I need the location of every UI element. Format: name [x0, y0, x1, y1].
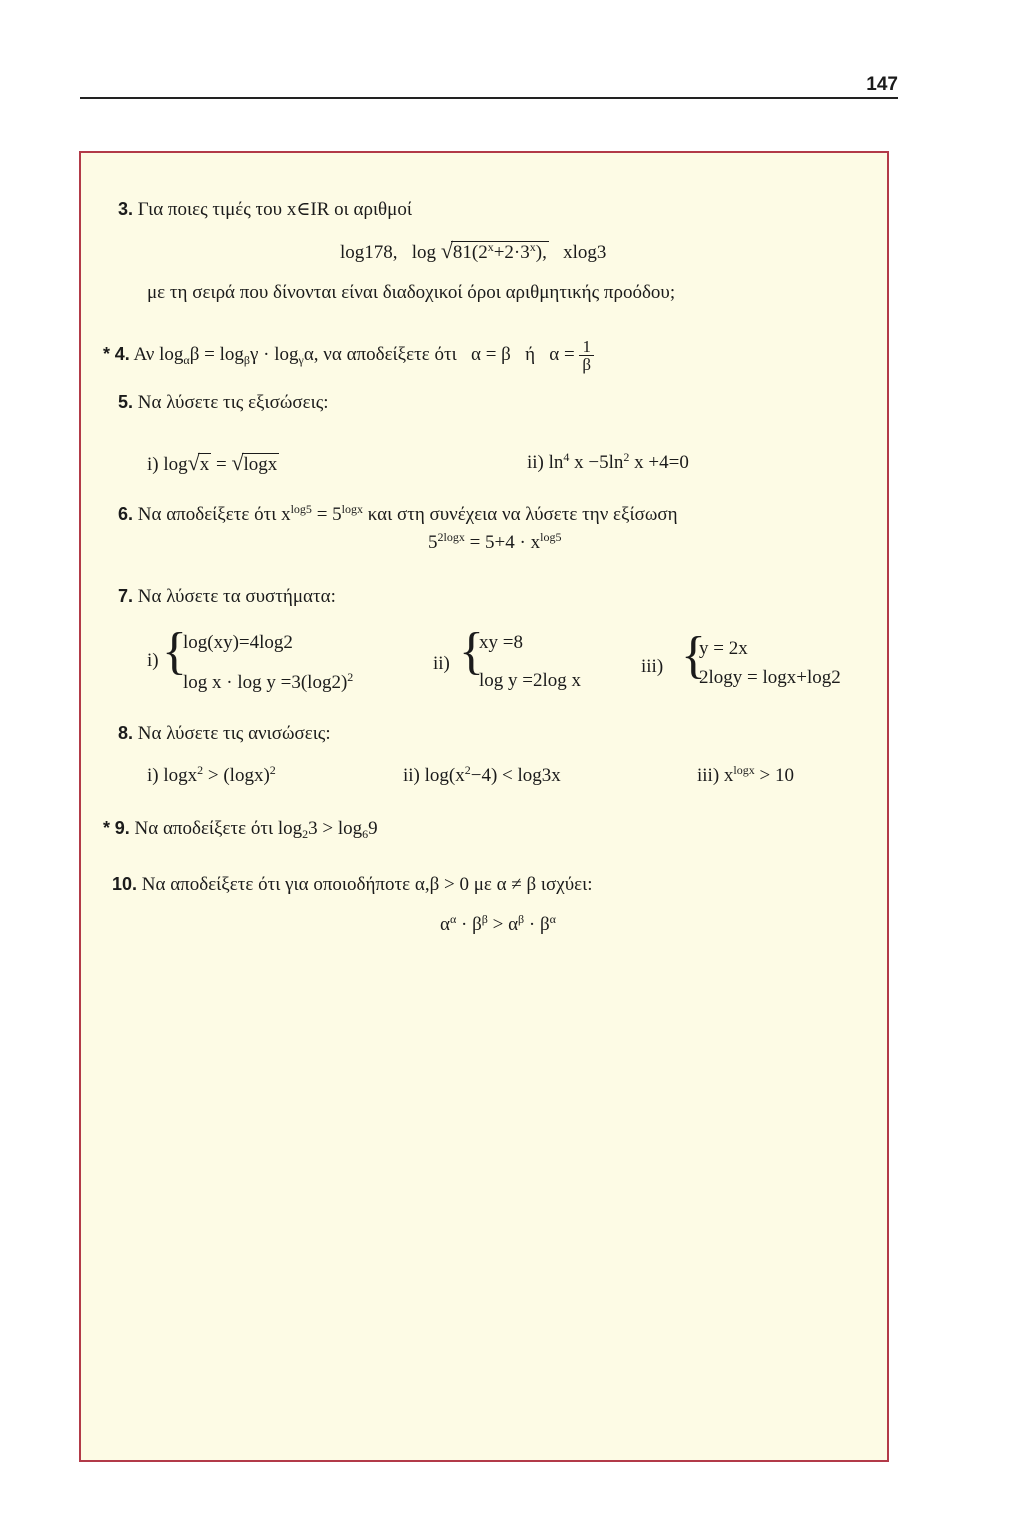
- sqrt-symbol: √: [440, 238, 453, 263]
- exercise-8-part-iii: iii) $x^{logx} > 10$: [697, 763, 794, 786]
- left-brace-icon: {: [459, 623, 484, 680]
- system-iii-label: iii): [641, 656, 664, 677]
- exercise-4-number: 4.: [114, 343, 130, 364]
- exercise-10-formula: $\alpha^\alpha \cdot \beta^\beta > \alpha^\beta \cdot \beta^\alpha$: [440, 912, 556, 935]
- exercise-7-title: 7. Να λύσετε τα συστήματα:: [118, 586, 336, 607]
- left-brace-icon: {: [162, 623, 187, 680]
- sqrt-symbol: √: [231, 450, 244, 475]
- page-number: 147: [866, 74, 898, 95]
- system-ii-label: ii): [433, 653, 450, 674]
- exercise-3-terms: [340, 238, 606, 264]
- exercise-9-number: 9.: [114, 818, 130, 838]
- exercise-6-line-2: $5^{2logx} = 5+4 \cdot x^{log5}$: [428, 530, 562, 553]
- exercise-8-part-i: i) $\log x^2 > (\log x)^2$: [147, 763, 276, 786]
- system-ii-equation-1: xy =8: [479, 632, 523, 653]
- system-iii-equation-1: y = 2x: [699, 638, 748, 659]
- term-1: log178,: [340, 242, 398, 263]
- exercise-9-star: *: [103, 818, 111, 838]
- exercise-8-title: 8. Να λύσετε τις ανισώσεις:: [118, 723, 331, 744]
- exercise-9: * 9. Να αποδείξετε ότι $\log_23 > \log_69$: [103, 818, 378, 841]
- exercise-4-star: *: [103, 343, 111, 364]
- system-iii-equation-2: 2logy = logx+log2: [699, 667, 841, 688]
- term-2: $\log √81(2^x+2\cdot 3^x)$,: [411, 238, 547, 263]
- exercise-4: * 4. Αν $\log_\alpha\beta = \log_\beta\gamma \cdot \log_\gamma\alpha$, να αποδείξετε ότι α = β ή α = $\frac{1}{\beta}$: [103, 338, 594, 373]
- exercise-5-number: 5.: [118, 392, 134, 412]
- exercise-10-number: 10.: [112, 874, 138, 894]
- exercise-10: 10. Να αποδείξετε ότι για οποιοδήποτε α,β > 0 με α ≠ β ισχύει:: [112, 874, 593, 895]
- exercise-5-part-ii: ii) $\ln^4 x -5\ln^2$ x +4=0: [527, 450, 689, 473]
- sqrt-symbol: √: [187, 450, 200, 475]
- system-ii-equation-2: log y =2log x: [479, 670, 582, 691]
- exercise-8-number: 8.: [118, 723, 134, 743]
- fraction-one-over-beta: $\frac{1}{\beta}$: [579, 338, 594, 373]
- left-brace-icon: {: [681, 627, 706, 684]
- system-i-equation-2: $\log x \cdot \log y =3(\log 2)^2$: [183, 670, 354, 693]
- exercise-8-part-ii: ii) $\log(x^2-4) < \log 3x$: [403, 763, 561, 786]
- exercise-5-title: 5. Να λύσετε τις εξισώσεις:: [118, 392, 329, 413]
- exercise-6-line-1: 6. Να αποδείξετε ότι $x^{log5} = 5^{logx}$ και στη συνέχεια να λύσετε την εξίσωση: [118, 502, 678, 525]
- exercise-3-intro: [118, 198, 412, 221]
- exercise-3-intro-text: Για ποιες τιμές του x∈IR οι αριθμοί: [137, 199, 412, 220]
- exercise-6-number: 6.: [118, 504, 134, 524]
- exercise-5-part-i: i) log√x = √logx: [147, 450, 278, 475]
- system-i-label: i): [147, 650, 159, 671]
- exercise-3-number: 3.: [118, 199, 134, 219]
- radicand: $81(2^x+2\cdot 3^x)$,: [452, 240, 547, 263]
- header-rule: [80, 97, 898, 99]
- exercise-3-question: με τη σειρά που δίνονται είναι διαδοχικοί όροι αριθμητικής προόδου;: [147, 282, 676, 303]
- system-i-equation-1: log(xy)=4log2: [183, 632, 293, 653]
- term-3: xlog3: [563, 242, 607, 263]
- exercise-7-number: 7.: [118, 586, 134, 606]
